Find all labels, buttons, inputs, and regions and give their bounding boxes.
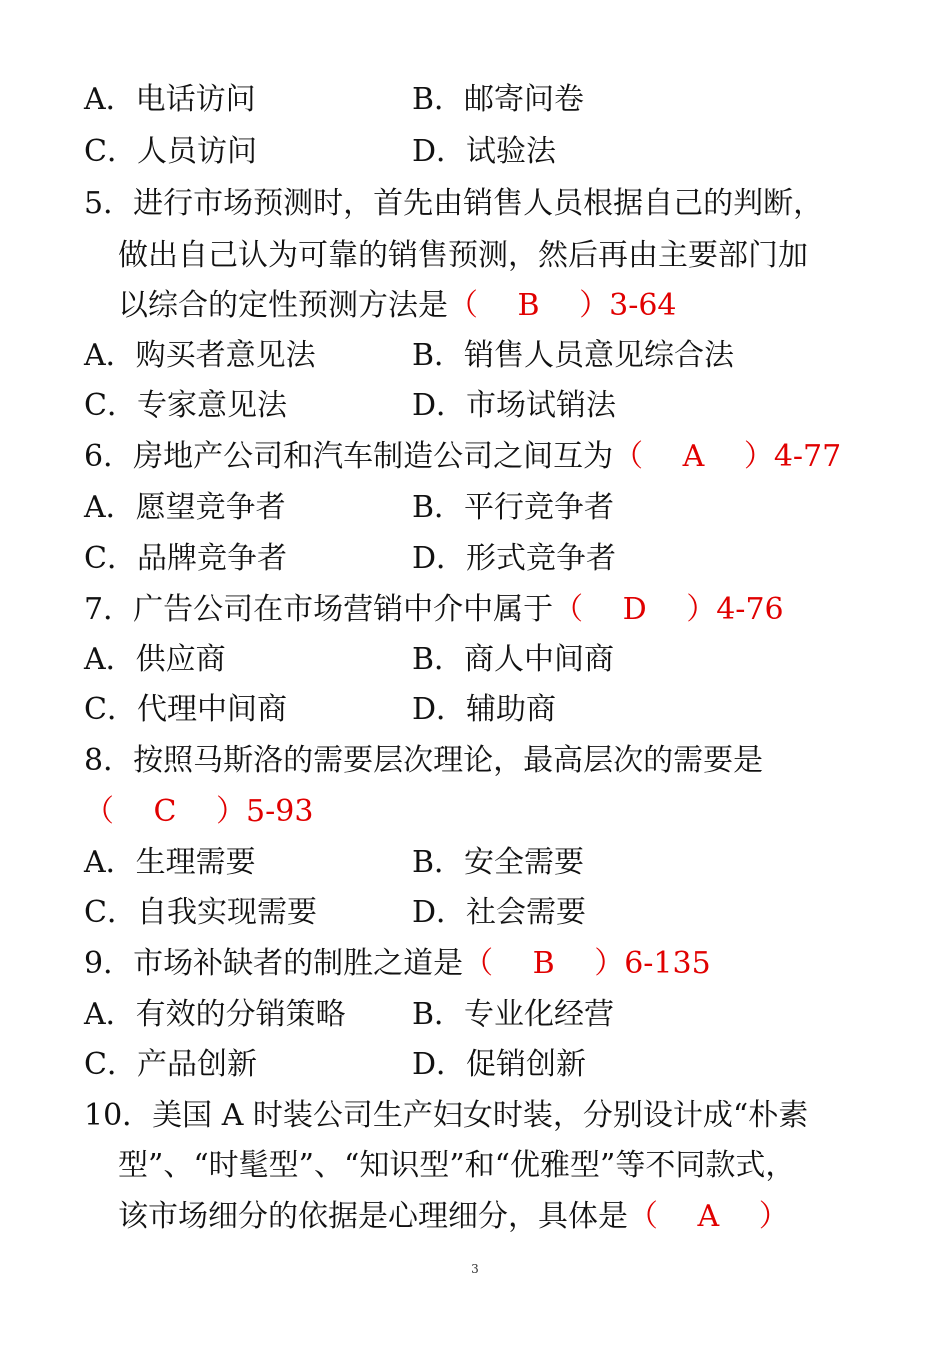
question-text: 该市场细分的依据是心理细分，具体是: [118, 1199, 628, 1234]
option-right: D．社会需要: [412, 895, 587, 930]
question-text: 6．房地产公司和汽车制造公司之间互为: [84, 439, 614, 474]
question-line: [84, 944, 711, 984]
option-right: D．形式竞争者: [412, 541, 617, 576]
question-text: 以综合的定性预测方法是: [118, 288, 448, 323]
option-left: C．人员访问: [84, 134, 257, 169]
option-right: D．促销创新: [412, 1047, 587, 1082]
question-text: 7．广告公司在市场营销中介中属于: [84, 592, 554, 627]
question-line: [84, 792, 313, 832]
option-right: D．市场试销法: [412, 388, 617, 423]
option-right: B．专业化经营: [412, 997, 615, 1032]
page-number: 3: [471, 1262, 479, 1276]
option-right: D．试验法: [412, 134, 557, 169]
answer-key: （ A ）: [628, 1199, 789, 1234]
answer-key: （ B ）6-135: [463, 946, 711, 981]
question-text: 做出自己认为可靠的销售预测，然后再由主要部门加: [118, 238, 808, 273]
option-left: A．愿望竞争者: [84, 490, 286, 525]
question-text: 10．美国 A 时装公司生产妇女时装，分别设计成“朴素: [84, 1098, 809, 1133]
question-text: 型”、“时髦型”、“知识型”和“优雅型”等不同款式，: [118, 1148, 796, 1183]
question-line: [84, 184, 823, 224]
question-line: [84, 590, 784, 630]
option-right: D．辅助商: [412, 692, 557, 727]
question-text: 8．按照马斯洛的需要层次理论，最高层次的需要是: [84, 743, 764, 778]
question-continuation: [118, 1197, 789, 1237]
question-line: [84, 437, 841, 477]
option-left: A．有效的分销策略: [84, 997, 346, 1032]
option-right: B．销售人员意见综合法: [412, 338, 735, 373]
question-continuation: [118, 236, 808, 276]
option-left: C．品牌竞争者: [84, 541, 287, 576]
option-right: B．邮寄问卷: [412, 82, 585, 117]
question-line: [84, 741, 763, 781]
question-continuation: [118, 1146, 795, 1186]
option-left: C．专家意见法: [84, 388, 287, 423]
option-left: C．产品创新: [84, 1047, 257, 1082]
answer-key: （ D ）4-76: [553, 592, 784, 627]
question-continuation: [118, 286, 677, 326]
option-left: A．生理需要: [84, 845, 256, 880]
answer-key: （ B ）3-64: [448, 288, 677, 323]
option-left: A．供应商: [84, 642, 226, 677]
answer-key: （ A ）4-77: [613, 439, 842, 474]
question-text: 5．进行市场预测时，首先由销售人员根据自己的判断，: [84, 186, 824, 221]
option-right: B．平行竞争者: [412, 490, 615, 525]
question-line: [84, 1096, 808, 1136]
option-left: C．自我实现需要: [84, 895, 317, 930]
option-left: A．购买者意见法: [84, 338, 316, 373]
question-text: 9．市场补缺者的制胜之道是: [84, 946, 464, 981]
option-right: B．安全需要: [412, 845, 585, 880]
option-left: A．电话访问: [84, 82, 256, 117]
answer-key: （ C ）5-93: [84, 794, 314, 829]
option-right: B．商人中间商: [412, 642, 615, 677]
option-left: C．代理中间商: [84, 692, 287, 727]
